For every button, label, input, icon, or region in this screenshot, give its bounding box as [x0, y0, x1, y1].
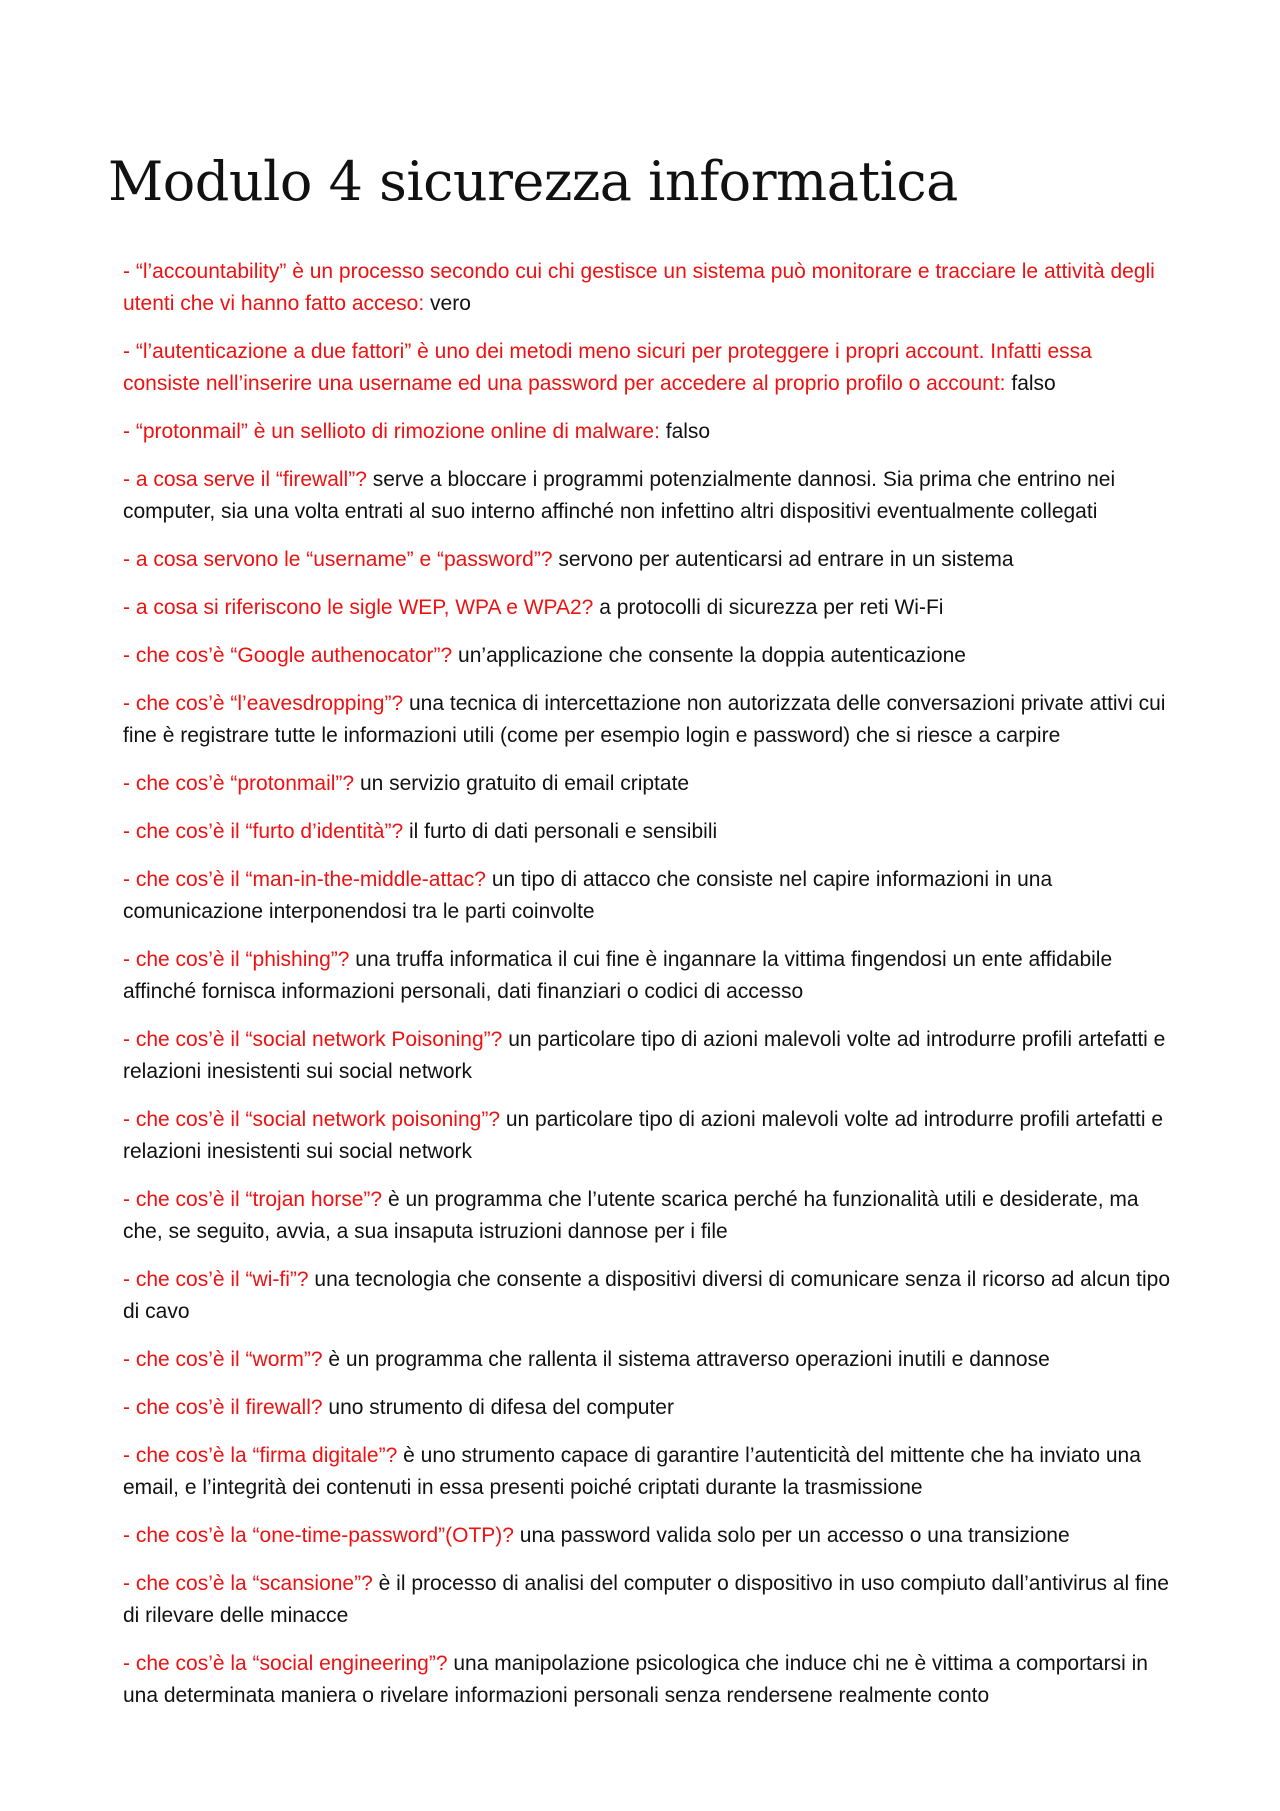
qa-list — [123, 256, 1173, 1728]
qa-item — [123, 1440, 1173, 1504]
answer-text: una tecnologia che consente a dispositivi diversi di comunicare senza il ricorso ad alcun tipo di cavo — [123, 1268, 1171, 1323]
answer-text: a protocolli di sicurezza per reti Wi-Fi — [599, 596, 944, 619]
answer-text: un’applicazione che consente la doppia autenticazione — [458, 644, 966, 667]
question-text: - che cos’è “l’eavesdropping”? — [123, 692, 404, 715]
qa-item — [123, 1264, 1173, 1328]
answer-text: è un programma che rallenta il sistema attraverso operazioni inutili e dannose — [328, 1348, 1050, 1371]
answer-text: una truffa informatica il cui fine è ingannare la vittima fingendosi un ente affidabile affinché fornisca informazioni personali, dati finanziari o codici di accesso — [123, 948, 1113, 1003]
qa-item — [123, 1648, 1173, 1712]
qa-item — [123, 336, 1173, 400]
question-text: - che cos’è il “social network Poisoning”? — [123, 1028, 503, 1051]
question-text: - a cosa servono le “username” e “password”? — [123, 548, 553, 571]
qa-item — [123, 768, 1173, 800]
question-text: - che cos’è il “phishing”? — [123, 948, 350, 971]
question-text: - “l’accountability” è un processo secondo cui chi gestisce un sistema può monitorare e tracciare le attività degli utenti che vi hanno fatto acceso: — [123, 260, 1155, 315]
answer-text: falso — [1011, 372, 1056, 395]
qa-item — [123, 1184, 1173, 1248]
answer-text: il furto di dati personali e sensibili — [408, 820, 718, 843]
answer-text: un particolare tipo di azioni malevoli volte ad introdurre profili artefatti e relazioni inesistenti sui social network — [123, 1028, 1166, 1083]
question-text: - “l’autenticazione a due fattori” è uno dei metodi meno sicuri per proteggere i propri account. Infatti essa consiste nell’inserire una username ed una password per accedere al proprio profilo o account: — [123, 340, 1092, 395]
page-title: Modulo 4 sicurezza informatica — [108, 150, 958, 213]
qa-item — [123, 1024, 1173, 1088]
question-text: - che cos’è “protonmail”? — [123, 772, 355, 795]
question-text: - che cos’è la “firma digitale”? — [123, 1444, 398, 1467]
answer-text: è uno strumento capace di garantire l’autenticità del mittente che ha inviato una email, e l’integrità dei contenuti in essa presenti poiché criptati durante la trasmissione — [123, 1444, 1141, 1499]
question-text: - a cosa serve il “firewall”? — [123, 468, 367, 491]
answer-text: un tipo di attacco che consiste nel capire informazioni in una comunicazione interponendosi tra le parti coinvolte — [123, 868, 1053, 923]
qa-item — [123, 256, 1173, 320]
question-text: - che cos’è il “furto d’identità”? — [123, 820, 404, 843]
answer-text: servono per autenticarsi ad entrare in un sistema — [558, 548, 1014, 571]
question-text: - che cos’è la “scansione”? — [123, 1572, 373, 1595]
question-text: - che cos’è il “wi-fi”? — [123, 1268, 309, 1291]
question-text: - “protonmail” è un sellioto di rimozione online di malware: — [123, 420, 660, 443]
answer-text: una password valida solo per un accesso o una transizione — [519, 1524, 1070, 1547]
qa-item — [123, 816, 1173, 848]
answer-text: uno strumento di difesa del computer — [328, 1396, 674, 1419]
answer-text: un servizio gratuito di email criptate — [359, 772, 690, 795]
question-text: - che cos’è il firewall? — [123, 1396, 323, 1419]
question-text: - che cos’è il “man-in-the-middle-attac? — [123, 868, 486, 891]
answer-text: una manipolazione psicologica che induce chi ne è vittima a comportarsi in una determinata maniera o rivelare informazioni personali senza rendersene realmente conto — [123, 1652, 1148, 1707]
qa-item — [123, 640, 1173, 672]
qa-item — [123, 592, 1173, 624]
question-text: - che cos’è la “one-time-password”(OTP)? — [123, 1524, 514, 1547]
answer-text: vero — [430, 292, 471, 315]
qa-item — [123, 864, 1173, 928]
qa-item — [123, 1520, 1173, 1552]
answer-text: serve a bloccare i programmi potenzialmente dannosi. Sia prima che entrino nei computer, sia una volta entrati al suo interno affinché non infettino altri dispositivi eventualmente collegati — [123, 468, 1116, 523]
question-text: - che cos’è la “social engineering”? — [123, 1652, 448, 1675]
question-text: - che cos’è il “social network poisoning”? — [123, 1108, 501, 1131]
question-text: - a cosa si riferiscono le sigle WEP, WPA e WPA2? — [123, 596, 594, 619]
qa-item — [123, 688, 1173, 752]
qa-item — [123, 944, 1173, 1008]
answer-text: un particolare tipo di azioni malevoli volte ad introdurre profili artefatti e relazioni inesistenti sui social network — [123, 1108, 1164, 1163]
qa-item — [123, 1568, 1173, 1632]
qa-item — [123, 416, 1173, 448]
question-text: - che cos’è il “worm”? — [123, 1348, 323, 1371]
question-text: - che cos’è il “trojan horse”? — [123, 1188, 383, 1211]
qa-item — [123, 1104, 1173, 1168]
qa-item — [123, 1344, 1173, 1376]
answer-text: una tecnica di intercettazione non autorizzata delle conversazioni private attivi cui fine è registrare tutte le informazioni utili (come per esempio login e password) che si riesce a carpire — [123, 692, 1166, 747]
answer-text: falso — [665, 420, 711, 443]
answer-text: è un programma che l’utente scarica perché ha funzionalità utili e desiderate, ma che, se seguito, avvia, a sua insaputa istruzioni dannose per i file — [123, 1188, 1139, 1243]
qa-item — [123, 464, 1173, 528]
answer-text: è il processo di analisi del computer o dispositivo in uso compiuto dall’antivirus al fine di rilevare delle minacce — [123, 1572, 1169, 1627]
qa-item — [123, 544, 1173, 576]
question-text: - che cos’è “Google authenocator”? — [123, 644, 453, 667]
qa-item — [123, 1392, 1173, 1424]
